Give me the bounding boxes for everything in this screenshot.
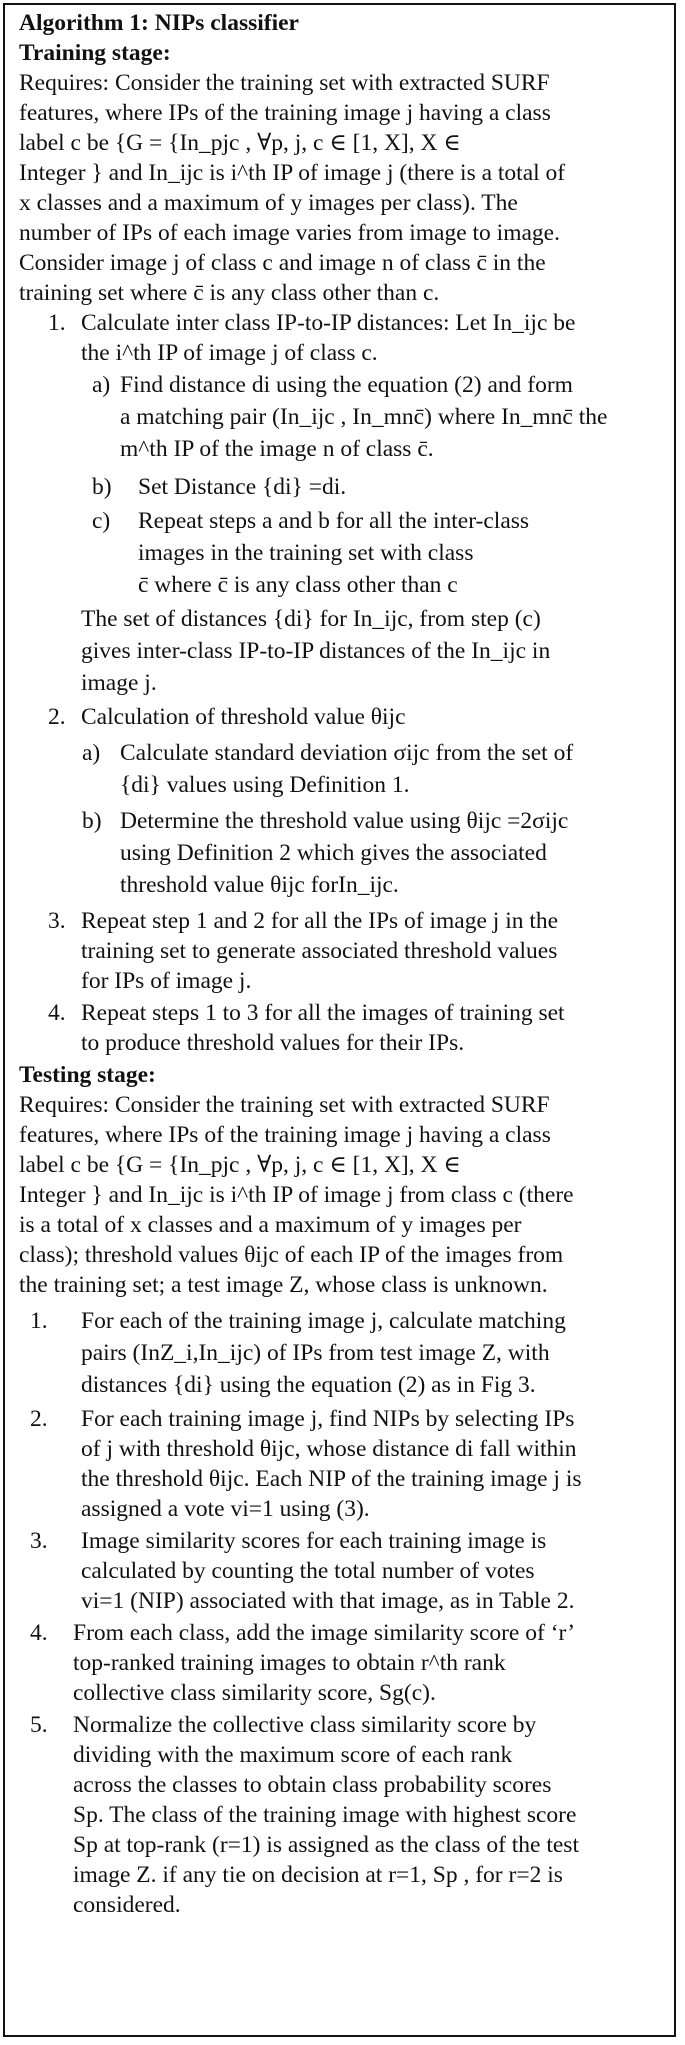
testing-requires-line: class); threshold values θijc of each IP of the images from [19, 1242, 564, 1268]
training-requires-line: features, where IPs of the training image j having a class [19, 100, 551, 126]
training-step-4-number: 4. [48, 1000, 66, 1026]
testing-requires-line: label c be {G = {In_pjc , ∀p, j, c ∈ [1, X], X ∈ [19, 1152, 461, 1178]
training-requires-line: number of IPs of each image varies from image to image. [19, 220, 560, 246]
training-step-2-text: Calculation of threshold value θijc [81, 704, 406, 730]
testing-requires-line: Integer } and In_ijc is i^th IP of image j from class c (there [19, 1182, 574, 1208]
testing-step-3-text: calculated by counting the total number of votes [81, 1558, 535, 1584]
testing-step-2-text: assigned a vote vi=1 using (3). [81, 1496, 370, 1522]
testing-requires-line: features, where IPs of the training image j having a class [19, 1122, 551, 1148]
testing-requires-line: is a total of x classes and a maximum of y images per [19, 1212, 522, 1238]
training-step-1a-text: m^th IP of the image n of class c̄. [120, 436, 434, 462]
training-requires-line: x classes and a maximum of y images per class). The [19, 190, 518, 216]
training-step-3-text: for IPs of image j. [81, 968, 252, 994]
training-requires-line: training set where c̄ is any class other than c. [19, 280, 440, 306]
training-requires-line: label c be {G = {In_pjc , ∀p, j, c ∈ [1, X], X ∈ [19, 130, 461, 156]
testing-requires-line: Requires: Consider the training set with extracted SURF [19, 1092, 550, 1118]
training-step-1a-text: Find distance di using the equation (2) and form [120, 372, 573, 398]
training-step-2b-text: Determine the threshold value using θijc =2σijc [120, 808, 569, 834]
training-step-1c-text: c̄ where c̄ is any class other than c [138, 572, 458, 598]
training-requires-line: Integer } and In_ijc is i^th IP of image j (there is a total of [19, 160, 566, 186]
training-step-1-summary: gives inter-class IP-to-IP distances of the In_ijc in [81, 638, 551, 664]
testing-step-4-text: From each class, add the image similarity score of ‘r’ [73, 1620, 576, 1646]
training-step-1c-text: images in the training set with class [138, 540, 474, 566]
testing-step-1-text: pairs (InZ_i,In_ijc) of IPs from test image Z, with [81, 1340, 550, 1366]
training-step-1c-label: c) [92, 508, 111, 534]
testing-step-5-text: Sp. The class of the training image with highest score [73, 1802, 577, 1828]
training-step-3-text: Repeat step 1 and 2 for all the IPs of image j in the [81, 908, 559, 934]
testing-stage-heading: Testing stage: [19, 1062, 156, 1088]
training-requires-line: Consider image j of class c and image n of class c̄ in the [19, 250, 546, 276]
testing-step-5-text: Sp at top-rank (r=1) is assigned as the class of the test [73, 1832, 579, 1858]
training-step-1b-text: Set Distance {di} =di. [138, 474, 347, 500]
testing-step-5-text: considered. [73, 1892, 181, 1918]
training-stage-heading: Training stage: [19, 40, 171, 66]
testing-step-2-number: 2. [30, 1406, 48, 1432]
training-step-4-text: to produce threshold values for their IPs. [81, 1030, 465, 1056]
testing-step-1-text: distances {di} using the equation (2) as in Fig 3. [81, 1372, 536, 1398]
testing-requires-line: the training set; a test image Z, whose class is unknown. [19, 1272, 548, 1298]
training-step-1-number: 1. [48, 310, 66, 336]
training-step-2b-label: b) [82, 808, 102, 834]
training-step-3-text: training set to generate associated threshold values [81, 938, 558, 964]
testing-step-4-text: top-ranked training images to obtain r^th rank [73, 1650, 506, 1676]
testing-step-2-text: of j with threshold θijc, whose distance di fall within [81, 1436, 577, 1462]
training-step-2b-text: threshold value θijc forIn_ijc. [120, 872, 399, 898]
training-step-2a-text: Calculate standard deviation σijc from the set of [120, 740, 574, 766]
training-step-1-text: the i^th IP of image j of class c. [81, 340, 378, 366]
testing-step-5-number: 5. [30, 1712, 48, 1738]
testing-step-3-text: vi=1 (NIP) associated with that image, as in Table 2. [81, 1588, 575, 1614]
testing-step-2-text: the threshold θijc. Each NIP of the training image j is [81, 1466, 582, 1492]
testing-step-1-number: 1. [30, 1308, 48, 1334]
algorithm-title: Algorithm 1: NIPs classifier [19, 10, 299, 36]
testing-step-5-text: across the classes to obtain class probability scores [73, 1772, 552, 1798]
training-step-1-summary: image j. [81, 670, 157, 696]
training-step-2b-text: using Definition 2 which gives the associated [120, 840, 547, 866]
testing-step-5-text: image Z. if any tie on decision at r=1, Sp , for r=2 is [73, 1862, 563, 1888]
testing-step-2-text: For each training image j, find NIPs by selecting IPs [81, 1406, 575, 1432]
training-step-3-number: 3. [48, 908, 66, 934]
training-step-1b-label: b) [92, 474, 112, 500]
testing-step-1-text: For each of the training image j, calculate matching [81, 1308, 566, 1334]
training-step-2a-label: a) [82, 740, 101, 766]
testing-step-5-text: Normalize the collective class similarity score by [73, 1712, 537, 1738]
testing-step-3-number: 3. [30, 1528, 48, 1554]
training-step-1c-text: Repeat steps a and b for all the inter-class [138, 508, 530, 534]
testing-step-3-text: Image similarity scores for each training image is [81, 1528, 547, 1554]
training-step-1a-text: a matching pair (In_ijc , In_mnc̄) where In_mnc̄ the [120, 404, 608, 430]
testing-step-5-text: dividing with the maximum score of each rank [73, 1742, 513, 1768]
training-step-2a-text: {di} values using Definition 1. [120, 772, 410, 798]
training-step-1-summary: The set of distances {di} for In_ijc, from step (c) [81, 606, 541, 632]
training-step-4-text: Repeat steps 1 to 3 for all the images of training set [81, 1000, 565, 1026]
training-step-2-number: 2. [48, 704, 66, 730]
testing-step-4-number: 4. [30, 1620, 48, 1646]
training-step-1-text: Calculate inter class IP-to-IP distances: Let In_ijc be [81, 310, 576, 336]
testing-step-4-text: collective class similarity score, Sg(c). [73, 1680, 436, 1706]
training-step-1a-label: a) [92, 372, 111, 398]
training-requires-line: Requires: Consider the training set with extracted SURF [19, 70, 550, 96]
